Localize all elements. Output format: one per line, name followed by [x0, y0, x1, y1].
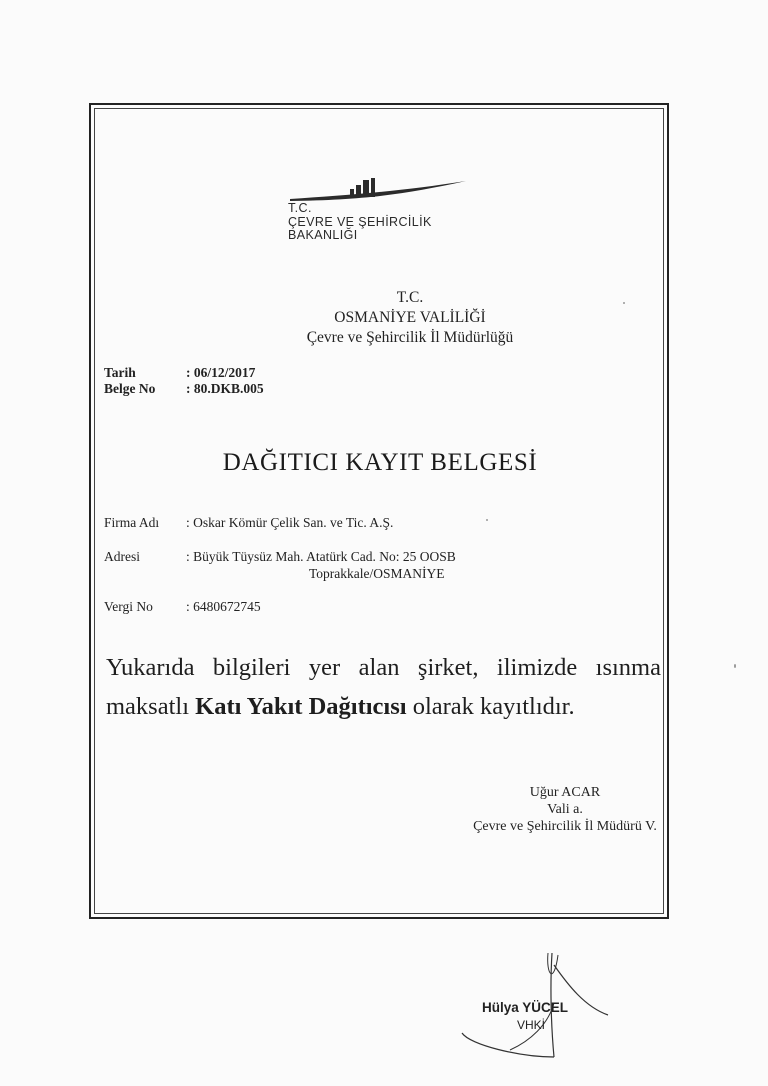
firma-value: : Oskar Kömür Çelik San. ve Tic. A.Ş.: [186, 515, 394, 530]
logo-text: [288, 202, 432, 243]
scan-speck: [623, 302, 625, 304]
tarih-value: : 06/12/2017: [186, 365, 256, 380]
document-title: DAĞITICI KAYIT BELGESİ: [222, 449, 538, 476]
body-paragraph: [106, 648, 661, 726]
adres-label: Adresi: [104, 549, 140, 564]
header-line-3: Çevre ve Şehircilik İl Müdürlüğü: [306, 329, 514, 346]
body-emphasis: Katı Yakıt Dağıtıcısı: [195, 693, 407, 720]
logo-line-2: ÇEVRE VE ŞEHİRCİLİK: [288, 214, 432, 229]
belge-no-value: : 80.DKB.005: [186, 381, 264, 396]
belge-no-label: Belge No: [104, 381, 156, 396]
scan-speck: [486, 519, 488, 521]
signatory-title: Çevre ve Şehircilik İl Müdürü V.: [473, 819, 657, 834]
vergi-label: Vergi No: [104, 599, 153, 614]
vergi-value: : 6480672745: [186, 599, 261, 614]
signatory-name: Uğur ACAR: [529, 785, 601, 800]
logo-line-1: T.C.: [288, 201, 312, 215]
stamp-name: Hülya YÜCEL: [482, 1000, 569, 1015]
signatory-role: Vali a.: [547, 802, 583, 817]
adres-value-line-2: Toprakkale/OSMANİYE: [309, 566, 445, 581]
adres-value-line-1: : Büyük Tüysüz Mah. Atatürk Cad. No: 25 OOSB: [186, 549, 456, 564]
stamp-role: VHKİ: [517, 1018, 546, 1032]
header-line-1: T.C.: [396, 289, 424, 306]
firma-label: Firma Adı: [104, 515, 160, 530]
body-part-2: olarak kayıtlıdır.: [406, 693, 575, 720]
body-part-1: Yukarıda bilgileri yer alan şirket, ilimizde ısınma maksatlı: [106, 654, 661, 720]
logo-line-3: BAKANLIĞI: [288, 228, 358, 242]
scan-speck: [734, 664, 736, 668]
tarih-label: Tarih: [104, 365, 136, 380]
header-line-2: OSMANİYE VALİLİĞİ: [334, 309, 486, 326]
